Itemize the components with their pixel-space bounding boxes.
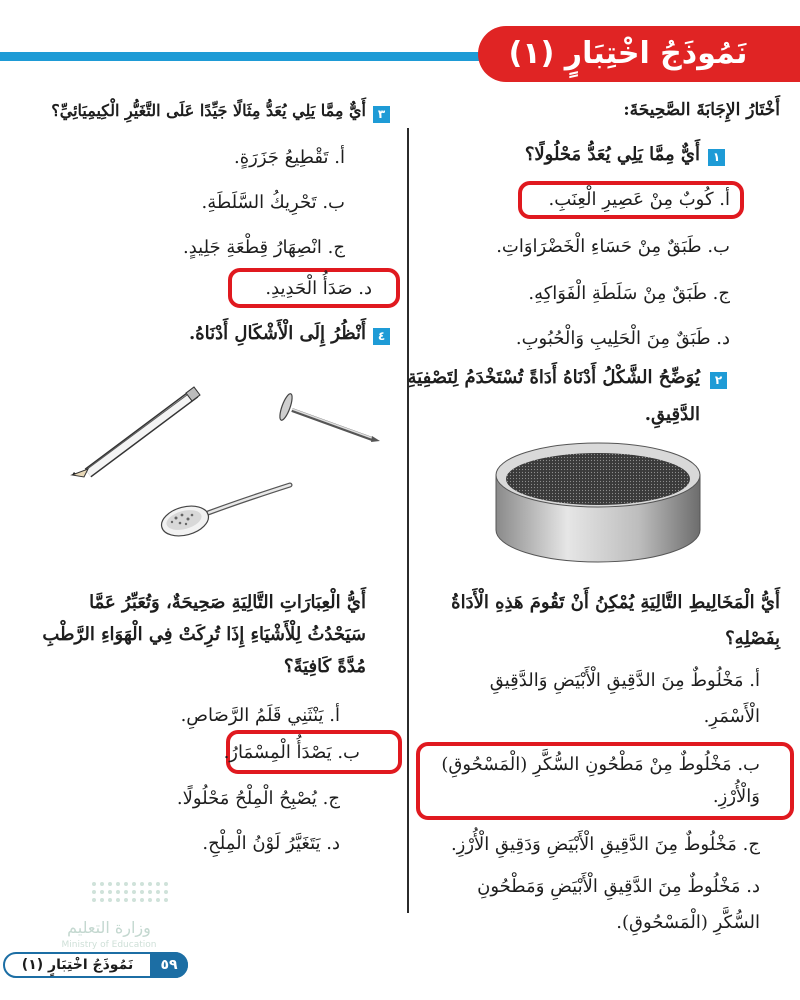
question-4-text: أَنْظُرُ إِلَى الْأَشْكَالِ أَدْنَاهُ.: [188, 323, 366, 344]
nail-icon: [277, 392, 380, 442]
question-number-4: ٤: [373, 328, 390, 345]
header-rule: [0, 52, 560, 61]
q4-option-c: ج. يُصْبِحُ الْمِلْحُ مَحْلُولًا.: [176, 788, 340, 809]
q3-option-c: ج. انْصِهَارُ قِطْعَةِ جَلِيدٍ.: [183, 237, 345, 258]
watermark-subtext: Ministry of Education: [61, 940, 157, 950]
q2-option-a-line-1: أ. مَخْلُوطٌ مِنَ الدَّقِيقِ الْأَبْيَضِ وَالدَّقِيقِ: [489, 670, 760, 691]
q2-option-a-line-2: الْأَسْمَرِ.: [703, 706, 760, 727]
q4-option-d: د. يَتَغَيَّرُ لَوْنُ الْمِلْحِ.: [202, 833, 340, 854]
q3-option-d: د. صَدَأُ الْحَدِيدِ.: [265, 278, 372, 299]
sieve-illustration: [488, 435, 708, 570]
pencil-icon: [72, 387, 200, 477]
q3-option-a: أ. تَقْطِيعُ جَزَرَةٍ.: [234, 147, 345, 168]
question-2-line-1: يُوَضِّحُ الشَّكْلُ أَدْنَاهُ أَدَاةً تُسْتَخْدَمُ لِتَصْفِيَةِ: [407, 367, 700, 388]
question-2-prompt-line-2: بِفَصْلِهِ؟: [725, 628, 780, 649]
objects-illustration: [60, 385, 390, 555]
q1-option-b: ب. طَبَقٌ مِنْ حَسَاءِ الْخَضْرَاوَاتِ.: [496, 236, 730, 257]
q2-option-b-line-1: ب. مَخْلُوطٌ مِنْ مَطْحُونِ السُّكَّرِ (الْمَسْحُوقِ): [441, 754, 760, 775]
q3-option-b: ب. تَحْرِيكُ السَّلَطَةِ.: [201, 192, 345, 213]
q2-option-d-line-2: السُّكَّرِ (الْمَسْحُوقِ).: [616, 912, 760, 933]
instruction-text: أَخْتَارُ الإِجَابَةَ الصَّحِيحَةَ:: [623, 100, 780, 120]
q4-option-b: ب. يَصْدَأُ الْمِسْمَارُ.: [223, 742, 360, 763]
q2-option-c: ج. مَخْلُوطٌ مِنَ الدَّقِيقِ الْأَبْيَضِ وَدَقِيقِ الْأُرْزِ.: [450, 834, 760, 855]
question-1-text: أَيٌّ مِمَّا يَلِي يُعَدُّ مَحْلُولًا؟: [524, 144, 700, 165]
page-title: نَمُوذَجُ اخْتِبَارٍ (١): [508, 36, 748, 71]
column-divider: [407, 128, 409, 913]
question-3-text: أَيٌّ مِمَّا يَلِي يُعَدُّ مِثَالًا جَيِّدًا عَلَى التَّغَيُّرِ الْكِيمِيَائِيِّ؟: [51, 101, 366, 120]
q2-option-b-line-2: وَالْأُرْزِ.: [712, 786, 760, 807]
footer-title: نَمُوذَجُ اخْتِبَارٍ (١): [21, 957, 134, 973]
spoon-icon: [158, 485, 290, 541]
q1-option-a: أ. كُوبٌ مِنْ عَصِيرِ الْعِنَبِ.: [548, 189, 730, 210]
question-4-prompt-line-1: أَيُّ الْعِبَارَاتِ التَّالِيَةِ صَحِيحَةٌ، وَتُعَبِّرُ عَمَّا: [89, 592, 366, 613]
ministry-logo-icon: [84, 876, 184, 916]
question-number-1: ١: [708, 149, 725, 166]
q1-option-c: ج. طَبَقٌ مِنْ سَلَطَةِ الْفَوَاكِهِ.: [528, 283, 730, 304]
q1-option-d: د. طَبَقٌ مِنَ الْحَلِيبِ وَالْحُبُوبِ.: [515, 328, 730, 349]
question-number-2: ٢: [710, 372, 727, 389]
question-2-prompt-line-1: أَيُّ الْمَخَالِيطِ التَّالِيَةِ يُمْكِنُ أَنْ تَقُومَ هَذِهِ الْأَدَاةُ: [451, 592, 780, 613]
q4-option-a: أ. يَنْثَنِي قَلَمُ الرَّصَاصِ.: [180, 705, 340, 726]
question-2-line-2: الدَّقِيقِ.: [644, 404, 700, 425]
question-number-3: ٣: [373, 106, 390, 123]
page-number: ٥٩: [150, 952, 188, 978]
question-4-prompt-line-2: سَيَحْدُثُ لِلْأَشْيَاءِ إِذَا تُرِكَتْ فِي الْهَوَاءِ الرَّطْبِ: [42, 624, 366, 645]
question-4-prompt-line-3: مُدَّةً كَافِيَةً؟: [283, 656, 366, 677]
watermark-text: وزارة التعليم: [67, 918, 151, 937]
q2-option-d-line-1: د. مَخْلُوطٌ مِنَ الدَّقِيقِ الْأَبْيَضِ وَمَطْحُونِ: [477, 876, 760, 897]
